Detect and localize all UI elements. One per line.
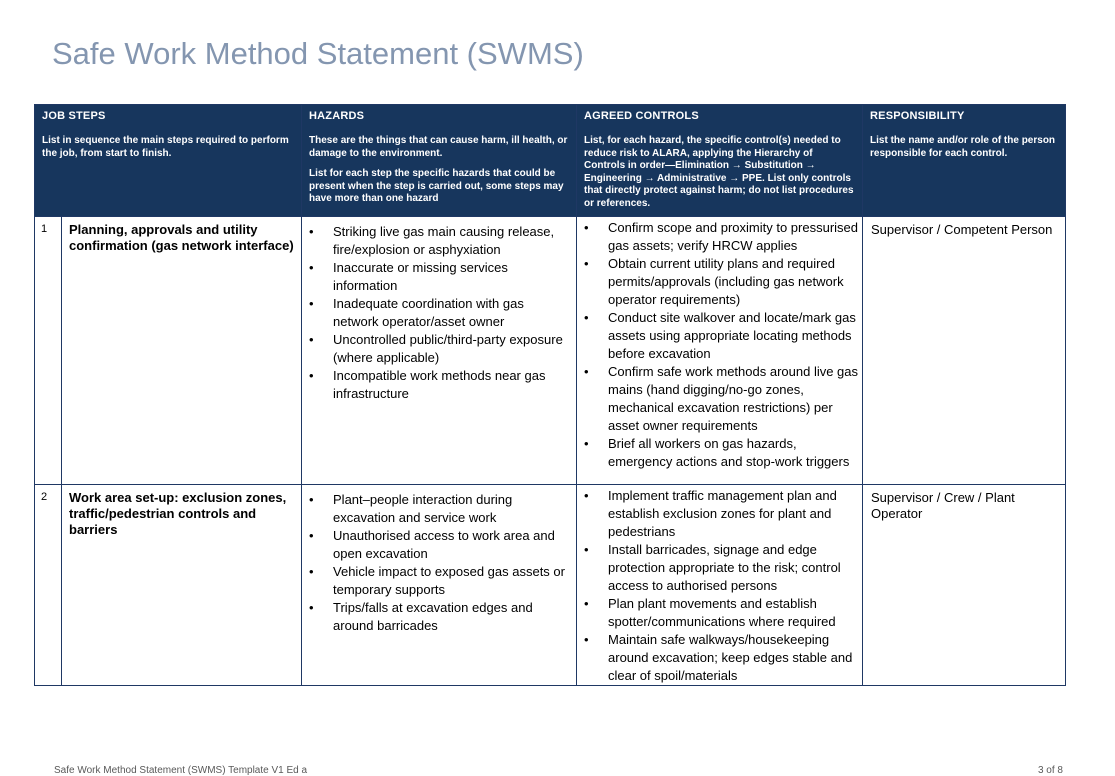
control-item: • Confirm safe work methods around live gas mains (hand digging/no-go zones, mechanical excavation restrictions) per asset owner requirements [577, 363, 858, 435]
header-description: These are the things that can cause harm, ill health, or damage to the environment. [309, 135, 568, 159]
control-item: • Install barricades, signage and edge protection appropriate to the risk; control access to authorised persons [577, 541, 858, 595]
header-title: AGREED CONTROLS [584, 110, 699, 122]
hazard-item: • Unauthorised access to work area and open excavation [302, 527, 572, 563]
control-item: • Obtain current utility plans and required permits/approvals (including gas network operator requirements) [577, 255, 858, 309]
hazard-item: • Inaccurate or missing services information [302, 259, 572, 295]
header-responsibility [863, 105, 1066, 217]
step-name: Work area set-up: exclusion zones, traffic/pedestrian controls and barriers [62, 485, 302, 686]
step-number: 2 [35, 485, 62, 686]
header-description: List for each step the specific hazards that could be present when the step is carried out, some steps may have more than one hazard [309, 168, 564, 204]
hazard-item: • Striking live gas main causing release, fire/explosion or asphyxiation [302, 223, 572, 259]
hazard-item: • Uncontrolled public/third-party exposure (where applicable) [302, 331, 572, 367]
hazard-item: • Plant–people interaction during excavation and service work [302, 491, 572, 527]
controls-cell [577, 485, 863, 686]
header-description: List, for each hazard, the specific control(s) needed to reduce risk to ALARA, applying the Hierarchy of Controls in order—Elimination → Substitution → Engineering → Administrative → PPE. List only controls that directly protect against harm; do not list procedures or references. [584, 135, 854, 209]
hazard-item: • Incompatible work methods near gas infrastructure [302, 367, 572, 403]
hazard-item: • Vehicle impact to exposed gas assets or temporary supports [302, 563, 572, 599]
control-item: • Plan plant movements and establish spotter/communications where required [577, 595, 858, 631]
hazard-list [302, 491, 572, 635]
responsibility-cell: Supervisor / Crew / Plant Operator [863, 485, 1066, 686]
footer-page-number: 3 of 8 [1037, 765, 1063, 776]
header-title: JOB STEPS [42, 110, 106, 122]
header-title: RESPONSIBILITY [870, 110, 965, 122]
footer-document-name: Safe Work Method Statement (SWMS) Template V1 Ed a [54, 765, 308, 776]
step-name: Planning, approvals and utility confirmation (gas network interface) [62, 217, 302, 485]
hazard-item: • Trips/falls at excavation edges and around barricades [302, 599, 572, 635]
header-title: HAZARDS [309, 110, 365, 122]
control-item: • Conduct site walkover and locate/mark gas assets using appropriate locating methods before excavation [577, 309, 858, 363]
hazard-list [302, 223, 572, 403]
step-number: 1 [35, 217, 62, 485]
header-job-steps [35, 105, 302, 217]
control-list [577, 487, 858, 685]
swms-table [34, 104, 1066, 686]
control-item: • Confirm scope and proximity to pressurised gas assets; verify HRCW applies [577, 219, 858, 255]
page-title: Safe Work Method Statement (SWMS) [52, 36, 584, 71]
table-row [35, 485, 1066, 686]
hazards-cell [302, 485, 577, 686]
header-agreed-controls [577, 105, 863, 217]
control-item: • Implement traffic management plan and establish exclusion zones for plant and pedestrians [577, 487, 858, 541]
control-item: • Brief all workers on gas hazards, emergency actions and stop-work triggers [577, 435, 858, 471]
control-item: • Maintain safe walkways/housekeeping around excavation; keep edges stable and clear of spoil/materials [577, 631, 858, 685]
hazard-item: • Inadequate coordination with gas network operator/asset owner [302, 295, 572, 331]
responsibility-cell: Supervisor / Competent Person [863, 217, 1066, 485]
control-list [577, 219, 858, 471]
header-hazards [302, 105, 577, 217]
table-row [35, 217, 1066, 485]
controls-cell [577, 217, 863, 485]
table-header-row [35, 105, 1066, 217]
header-description: List in sequence the main steps required to perform the job, from start to finish. [42, 135, 289, 159]
hazards-cell [302, 217, 577, 485]
header-description: List the name and/or role of the person responsible for each control. [870, 135, 1056, 159]
